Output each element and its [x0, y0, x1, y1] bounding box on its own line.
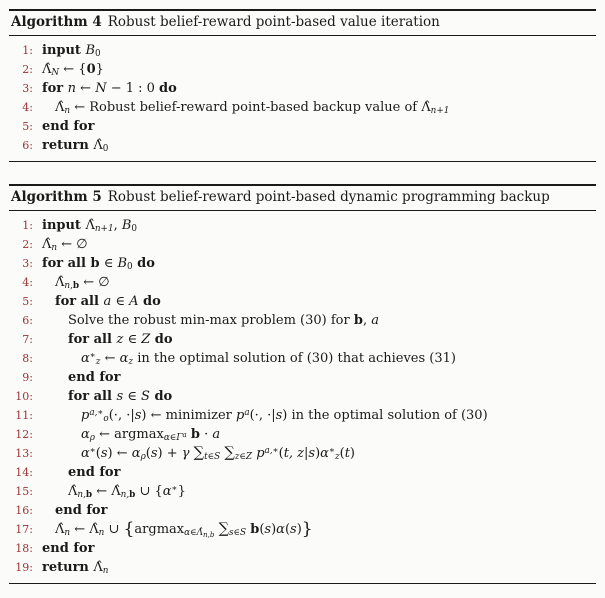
text-segment: ∪ { — [135, 484, 163, 499]
line-number: 4: — [22, 101, 33, 114]
text-segment: 0 — [131, 224, 138, 235]
text-segment: z — [128, 357, 134, 368]
text-segment: α — [119, 351, 129, 366]
text-segment: n+1 — [94, 224, 114, 235]
algorithm-line — [9, 117, 596, 136]
text-segment: for all — [68, 332, 117, 347]
line-number: 8: — [22, 352, 33, 365]
text-segment: a — [212, 427, 221, 442]
line-number: 10: — [15, 390, 33, 403]
line-number: 12: — [15, 428, 33, 441]
text-segment: z — [95, 357, 101, 368]
text-segment: A — [129, 294, 139, 309]
algorithm-line — [9, 311, 596, 330]
text-segment: z∈Z — [234, 452, 253, 463]
algorithm-5-lines — [9, 211, 596, 584]
algorithm-line — [9, 482, 596, 501]
text-segment: Λ̂ — [85, 218, 95, 233]
text-segment: ρ — [89, 433, 95, 444]
text-segment: n, — [64, 281, 73, 292]
text-segment: b — [250, 522, 260, 537]
algorithm-line — [9, 330, 596, 349]
text-segment: } — [177, 484, 186, 499]
text-segment: end for — [68, 370, 121, 385]
text-segment: b — [85, 490, 93, 501]
text-segment: t, z|s — [283, 446, 316, 461]
text-segment: , — [362, 313, 372, 328]
line-content — [42, 79, 177, 98]
text-segment: ← { — [59, 62, 87, 77]
line-content — [42, 349, 456, 368]
line-content — [42, 425, 220, 444]
text-segment: ) — [315, 446, 321, 461]
text-segment: do — [150, 332, 173, 347]
text-segment: } — [301, 519, 313, 540]
text-segment: end for — [55, 503, 108, 518]
text-segment: ) ← minimizer — [141, 408, 237, 423]
text-segment: do — [132, 256, 155, 271]
algorithm-line — [9, 216, 596, 235]
text-segment: ← — [92, 484, 112, 499]
text-segment: ∗ — [89, 350, 96, 361]
line-number: 19: — [15, 561, 33, 574]
text-segment: end for — [68, 465, 121, 480]
text-segment: (·, ·| — [249, 408, 276, 423]
text-segment: α — [276, 522, 285, 537]
line-number: 11: — [15, 409, 33, 422]
line-number: 2: — [22, 63, 33, 76]
text-segment: s — [275, 408, 283, 423]
line-content — [42, 254, 155, 273]
line-content — [42, 387, 172, 406]
line-content — [42, 60, 104, 79]
text-segment: n,b — [203, 529, 215, 539]
text-segment: Λ̂ — [421, 100, 431, 115]
text-segment: a,∗ — [264, 445, 279, 456]
text-segment: Λ̂ — [93, 138, 103, 153]
algorithm-line — [9, 387, 596, 406]
text-segment: z — [334, 452, 340, 463]
text-segment: ∑ — [193, 444, 205, 461]
text-segment: o — [103, 414, 109, 425]
text-segment: ← — [100, 351, 120, 366]
line-number: 14: — [15, 466, 33, 479]
text-segment: in the optimal solution of (30) that achieves (31) — [133, 351, 456, 366]
line-content — [42, 406, 488, 425]
algorithm-line — [9, 406, 596, 425]
algorithm-line — [9, 539, 596, 558]
text-segment: ρ — [140, 452, 146, 463]
text-segment: Solve the robust min-max problem (30) for — [68, 313, 354, 328]
text-segment: n — [102, 566, 109, 577]
text-segment: , — [113, 218, 122, 233]
text-segment: ← — [70, 522, 90, 537]
text-segment: α∈Γ — [163, 433, 183, 444]
line-content — [42, 273, 110, 292]
text-segment: 0 — [86, 62, 96, 77]
text-segment: α — [162, 484, 172, 499]
line-content — [42, 558, 108, 577]
text-segment: · — [199, 427, 213, 442]
text-segment: ) — [271, 522, 277, 537]
text-segment: n — [67, 81, 77, 96]
text-segment: ∗ — [89, 445, 96, 456]
algorithm-line — [9, 368, 596, 387]
text-segment: N — [51, 68, 60, 79]
text-segment: input — [42, 43, 86, 58]
algorithm-line — [9, 292, 596, 311]
text-segment: { — [123, 519, 135, 540]
line-content — [42, 330, 173, 349]
text-segment: ∗ — [171, 483, 178, 494]
text-segment: n, — [120, 490, 130, 501]
text-segment: ∈ — [123, 332, 142, 347]
text-segment: Z — [141, 332, 151, 347]
text-segment: n — [64, 528, 71, 539]
line-number: 9: — [22, 371, 33, 384]
line-content — [42, 41, 101, 60]
text-segment: a — [182, 429, 187, 439]
text-segment: for all — [68, 389, 117, 404]
text-segment: α — [320, 446, 329, 461]
text-segment: a — [371, 313, 379, 328]
text-segment: b — [90, 256, 100, 271]
text-segment: ) ← — [107, 446, 132, 461]
algorithm-line — [9, 254, 596, 273]
text-segment: ( — [95, 446, 101, 461]
text-segment: do — [159, 81, 177, 96]
text-segment: α — [81, 427, 90, 442]
text-segment: do — [149, 389, 173, 404]
line-number: 4: — [22, 276, 33, 289]
algorithm-line — [9, 41, 596, 60]
text-segment: p — [236, 408, 245, 423]
line-content — [42, 292, 161, 311]
text-segment: p — [81, 408, 90, 423]
text-segment: Λ̂ — [89, 522, 99, 537]
line-number: 3: — [22, 82, 33, 95]
line-content — [42, 98, 449, 117]
text-segment: t∈S — [204, 452, 221, 463]
text-segment: s — [290, 522, 297, 537]
line-number: 17: — [15, 523, 33, 536]
text-segment: ← — [76, 81, 96, 96]
text-segment: ) — [349, 446, 355, 461]
text-segment: N — [95, 81, 107, 96]
line-number: 6: — [22, 139, 33, 152]
text-segment: Λ̂ — [42, 237, 52, 252]
algorithm-4-lines — [9, 36, 596, 162]
text-segment: s — [100, 446, 108, 461]
text-segment: Λ̂ — [111, 484, 121, 499]
text-segment: p — [256, 446, 265, 461]
text-segment: B — [85, 43, 96, 58]
algorithm-line — [9, 425, 596, 444]
text-segment: n, — [77, 490, 86, 501]
text-segment: ( — [278, 446, 284, 461]
line-content — [42, 520, 313, 539]
line-number: 16: — [15, 504, 33, 517]
algorithm-line — [9, 273, 596, 292]
algorithm-line — [9, 520, 596, 539]
text-segment: return — [42, 138, 94, 153]
line-content — [42, 444, 355, 463]
line-number: 5: — [22, 295, 33, 308]
text-segment: n+1 — [430, 106, 450, 117]
line-content — [42, 501, 107, 520]
text-segment: n — [98, 528, 105, 539]
text-segment: ( — [284, 522, 291, 537]
text-segment: b — [190, 427, 200, 442]
text-segment: (·, ·| — [108, 408, 135, 423]
algorithm-line — [9, 444, 596, 463]
text-segment: s — [134, 408, 142, 423]
text-segment: ∈ — [99, 256, 118, 271]
line-content — [42, 235, 88, 254]
algorithm-4-title: Robust belief-reward point-based value iteration — [107, 14, 440, 30]
text-segment: γ — [181, 446, 190, 461]
line-content — [42, 482, 186, 501]
text-segment: α — [131, 446, 141, 461]
text-segment: s∈S — [228, 528, 247, 539]
text-segment: ← argmax — [94, 427, 164, 442]
line-number: 2: — [22, 238, 33, 251]
text-segment: s — [264, 522, 272, 537]
line-number: 1: — [22, 44, 33, 57]
text-segment: b — [72, 281, 80, 292]
algorithm-4-header — [9, 9, 596, 36]
line-number: 18: — [15, 542, 33, 555]
text-segment: argmax — [134, 522, 185, 537]
text-segment: a — [244, 407, 250, 418]
line-content — [42, 117, 94, 136]
text-segment: do — [138, 294, 161, 309]
text-segment: for all — [42, 256, 91, 271]
text-segment: ∈ — [111, 294, 130, 309]
text-segment: B — [117, 256, 128, 271]
text-segment: Λ̂ — [55, 522, 65, 537]
text-segment: − 1 : 0 — [106, 81, 160, 96]
text-segment: ∑ — [218, 520, 229, 537]
text-segment: s — [150, 446, 158, 461]
algorithm-5-label: Algorithm 5 — [11, 189, 102, 205]
algorithm-4-block — [9, 9, 596, 162]
text-segment: ) — [296, 522, 302, 537]
text-segment: b — [353, 313, 363, 328]
line-content — [42, 463, 120, 482]
text-segment: b — [129, 490, 136, 501]
text-segment: Λ̂ — [93, 560, 103, 575]
text-segment: t — [344, 446, 350, 461]
algorithm-5-header — [9, 184, 596, 211]
text-segment: s — [116, 389, 124, 404]
algorithm-line — [9, 60, 596, 79]
text-segment: Λ̂ — [55, 275, 65, 290]
text-segment: n — [64, 106, 71, 117]
text-segment: ∑ — [224, 444, 235, 461]
algorithm-line — [9, 235, 596, 254]
text-segment: ∪ — [104, 522, 124, 537]
algorithm-line — [9, 79, 596, 98]
algorithm-line — [9, 349, 596, 368]
text-segment: } — [95, 62, 104, 77]
algorithm-4-label: Algorithm 4 — [11, 14, 102, 30]
line-number: 13: — [15, 447, 33, 460]
line-number: 15: — [15, 485, 33, 498]
text-segment: ← Robust belief-reward point-based backup value of — [70, 100, 422, 115]
line-content — [42, 311, 379, 330]
text-segment: z — [116, 332, 124, 347]
text-segment: ← ∅ — [57, 237, 88, 252]
text-segment: 0 — [102, 144, 109, 155]
text-segment: a,∗ — [89, 407, 104, 418]
algorithm-5-title: Robust belief-reward point-based dynamic programming backup — [107, 189, 550, 205]
line-content — [42, 368, 120, 387]
text-segment: ) + — [157, 446, 182, 461]
text-segment: ∈ — [123, 389, 142, 404]
line-number: 1: — [22, 219, 33, 232]
text-segment: a — [103, 294, 112, 309]
line-number: 6: — [22, 314, 33, 327]
line-content — [42, 136, 108, 155]
text-segment: end for — [42, 119, 95, 134]
text-segment: 0 — [95, 49, 101, 60]
text-segment: input — [42, 218, 86, 233]
text-segment: S — [141, 389, 150, 404]
algorithm-line — [9, 501, 596, 520]
text-segment: ( — [339, 446, 345, 461]
text-segment: n — [51, 243, 58, 254]
text-segment: Λ̂ — [68, 484, 78, 499]
line-number: 7: — [22, 333, 33, 346]
algorithm-line — [9, 136, 596, 155]
text-segment: ( — [259, 522, 265, 537]
text-segment: Λ̂ — [55, 100, 65, 115]
text-segment: ← ∅ — [79, 275, 110, 290]
line-number: 5: — [22, 120, 33, 133]
line-content — [42, 216, 137, 235]
text-segment: 0 — [127, 262, 133, 273]
algorithm-line — [9, 463, 596, 482]
text-segment: α — [81, 351, 90, 366]
text-segment: ) in the optimal solution of (30) — [282, 408, 488, 423]
algorithm-line — [9, 558, 596, 577]
algorithm-line — [9, 98, 596, 117]
text-segment: α∈Λ̂ — [184, 528, 203, 539]
text-segment: α — [81, 446, 90, 461]
line-number: 3: — [22, 257, 33, 270]
text-segment: for all — [55, 294, 104, 309]
text-segment: ( — [145, 446, 151, 461]
text-segment: return — [42, 560, 94, 575]
algorithm-5-block — [9, 184, 596, 584]
text-segment: Λ̂ — [42, 62, 52, 77]
text-segment: B — [121, 218, 132, 233]
text-segment: ∗ — [328, 445, 335, 456]
text-segment: for — [42, 81, 68, 96]
line-content — [42, 539, 94, 558]
text-segment: end for — [42, 541, 95, 556]
